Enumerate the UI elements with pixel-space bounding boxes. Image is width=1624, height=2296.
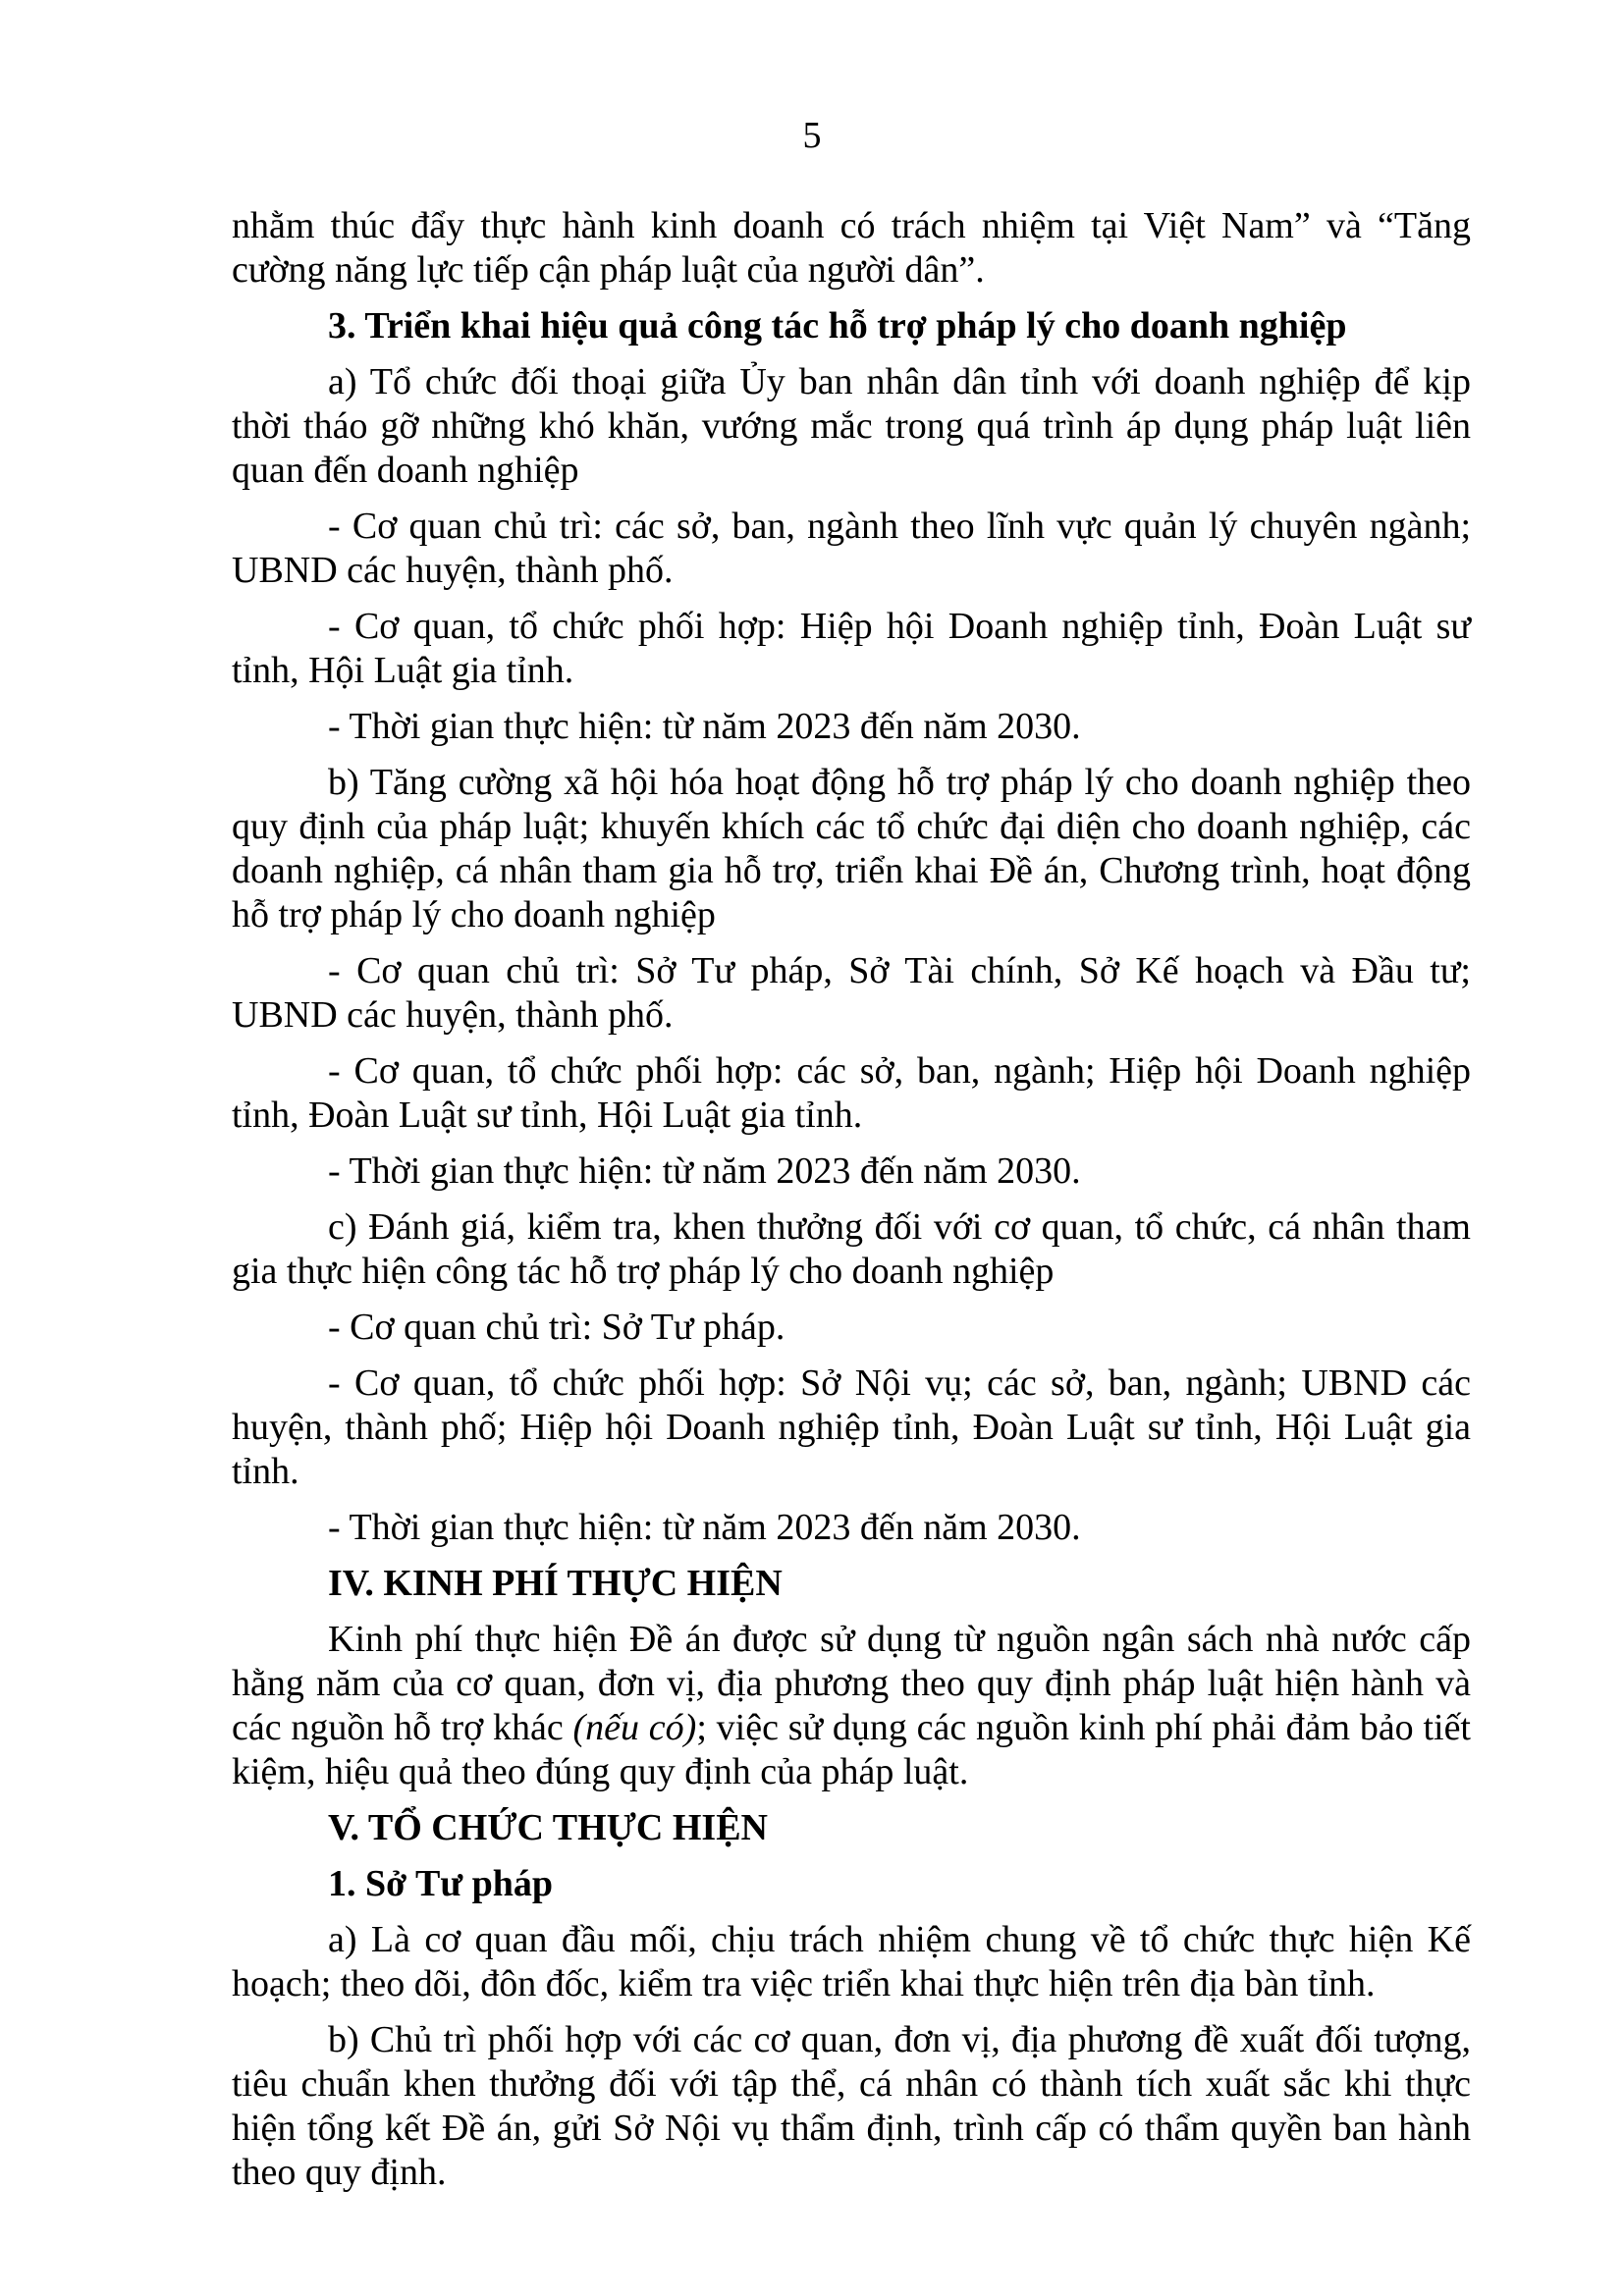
- paragraph-coordinating-agency-c: - Cơ quan, tổ chức phối hợp: Sở Nội vụ; các sở, ban, ngành; UBND các huyện, thành phố; Hiệp hội Doanh nghiệp tỉnh, Đoàn Luật sư tỉnh, Hội Luật gia tỉnh.: [232, 1362, 1471, 1492]
- paragraph-continuation: nhằm thúc đẩy thực hành kinh doanh có trách nhiệm tại Việt Nam” và “Tăng cường năng lực tiếp cận pháp luật của người dân”.: [232, 205, 1471, 291]
- paragraph-lead-agency-a: - Cơ quan chủ trì: các sở, ban, ngành theo lĩnh vực quản lý chuyên ngành; UBND các huyện, thành phố.: [232, 506, 1471, 591]
- paragraph-lead-agency-b: - Cơ quan chủ trì: Sở Tư pháp, Sở Tài chính, Sở Kế hoạch và Đầu tư; UBND các huyện, thành phố.: [232, 950, 1471, 1036]
- subsection-heading-1: 1. Sở Tư pháp: [328, 1863, 554, 1904]
- paragraph-lead-agency-c: - Cơ quan chủ trì: Sở Tư pháp.: [328, 1307, 785, 1348]
- page-number: 5: [802, 115, 822, 156]
- paragraph-item-a: a) Tổ chức đối thoại giữa Ủy ban nhân dân tỉnh với doanh nghiệp để kịp thời tháo gỡ những khó khăn, vướng mắc trong quá trình áp dụng pháp luật liên quan đến doanh nghiệp: [232, 361, 1471, 491]
- section-heading-v: V. TỔ CHỨC THỰC HIỆN: [328, 1807, 768, 1848]
- paragraph-timeline-c: - Thời gian thực hiện: từ năm 2023 đến năm 2030.: [328, 1507, 1081, 1548]
- funding-text-before: Kinh phí thực hiện Đề án được sử dụng từ nguồn ngân sách nhà nước cấp hằng năm của cơ quan, đơn vị, địa phương theo quy định pháp luật hiện hành và các nguồn hỗ trợ khác: [232, 1619, 1471, 1748]
- funding-text-after: ; việc sử dụng các nguồn kinh phí phải đảm bảo tiết kiệm, hiệu quả theo đúng quy định của pháp luật.: [232, 1707, 1471, 1792]
- funding-text-italic: (nếu có): [572, 1707, 697, 1748]
- section-heading-3: 3. Triển khai hiệu quả công tác hỗ trợ pháp lý cho doanh nghiệp: [328, 305, 1347, 347]
- section-heading-iv: IV. KINH PHÍ THỰC HIỆN: [328, 1563, 783, 1604]
- document-body: [232, 204, 1471, 2207]
- paragraph-timeline-b: - Thời gian thực hiện: từ năm 2023 đến năm 2030.: [328, 1150, 1081, 1192]
- paragraph-justice-a: a) Là cơ quan đầu mối, chịu trách nhiệm chung về tổ chức thực hiện Kế hoạch; theo dõi, đôn đốc, kiểm tra việc triển khai thực hiện trên địa bàn tỉnh.: [232, 1919, 1471, 2004]
- paragraph-justice-b: b) Chủ trì phối hợp với các cơ quan, đơn vị, địa phương đề xuất đối tượng, tiêu chuẩn khen thưởng đối với tập thể, cá nhân có thành tích xuất sắc khi thực hiện tổng kết Đề án, gửi Sở Nội vụ thẩm định, trình cấp có thẩm quyền ban hành theo quy định.: [232, 2019, 1471, 2193]
- paragraph-timeline-a: - Thời gian thực hiện: từ năm 2023 đến năm 2030.: [328, 706, 1081, 747]
- paragraph-item-b: b) Tăng cường xã hội hóa hoạt động hỗ trợ pháp lý cho doanh nghiệp theo quy định của pháp luật; khuyến khích các tổ chức đại diện cho doanh nghiệp, các doanh nghiệp, cá nhân tham gia hỗ trợ, triển khai Đề án, Chương trình, hoạt động hỗ trợ pháp lý cho doanh nghiệp: [232, 762, 1471, 935]
- paragraph-item-c: c) Đánh giá, kiểm tra, khen thưởng đối với cơ quan, tổ chức, cá nhân tham gia thực hiện công tác hỗ trợ pháp lý cho doanh nghiệp: [232, 1206, 1471, 1292]
- paragraph-coordinating-agency-a: - Cơ quan, tổ chức phối hợp: Hiệp hội Doanh nghiệp tỉnh, Đoàn Luật sư tỉnh, Hội Luật gia tỉnh.: [232, 606, 1471, 691]
- paragraph-coordinating-agency-b: - Cơ quan, tổ chức phối hợp: các sở, ban, ngành; Hiệp hội Doanh nghiệp tỉnh, Đoàn Luật sư tỉnh, Hội Luật gia tỉnh.: [232, 1050, 1471, 1136]
- paragraph-funding: [232, 1618, 1471, 1794]
